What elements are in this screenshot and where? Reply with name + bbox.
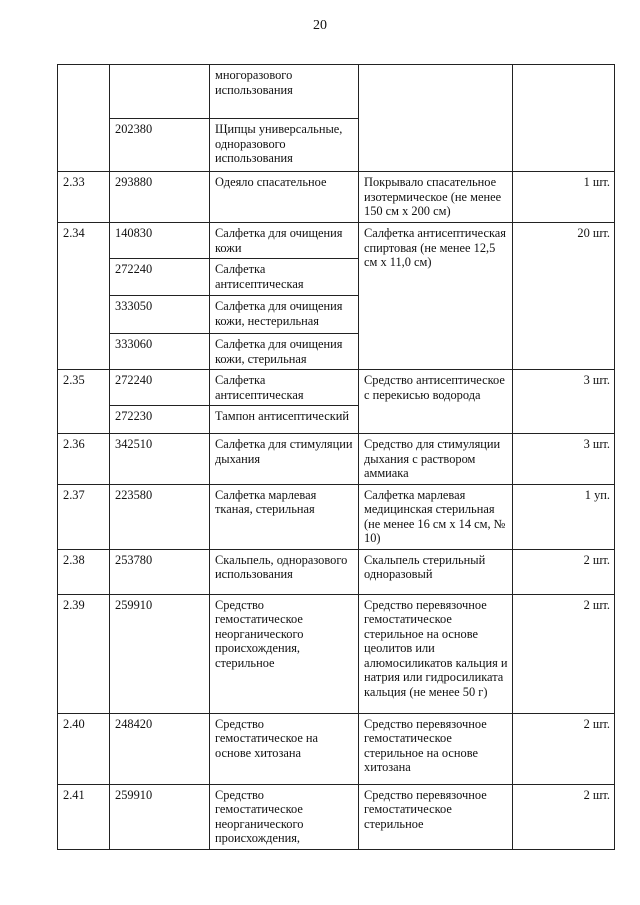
row-number: 2.38 bbox=[58, 549, 110, 594]
quantity: 1 уп. bbox=[513, 484, 615, 549]
item-name: Салфетка для очищения кожи bbox=[210, 223, 359, 259]
quantity: 3 шт. bbox=[513, 434, 615, 485]
table-row bbox=[58, 65, 615, 119]
item-code: 333050 bbox=[110, 296, 210, 334]
item-name: Одеяло спасательное bbox=[210, 172, 359, 223]
item-name: Салфетка антисептическая bbox=[210, 259, 359, 296]
row-number bbox=[58, 65, 110, 172]
item-name: Средство гемостатическое на основе хитозана bbox=[210, 713, 359, 784]
item-name: Салфетка марлевая тканая, стерильная bbox=[210, 484, 359, 549]
quantity: 1 шт. bbox=[513, 172, 615, 223]
item-code bbox=[110, 65, 210, 119]
equivalent-description bbox=[359, 65, 513, 172]
quantity: 2 шт. bbox=[513, 594, 615, 713]
equivalent-description: Средство перевязочное гемостатическое стерильное на основе цеолитов или алюмосиликатов кальция и натрия или гидросиликата кальция (не менее 50 г) bbox=[359, 594, 513, 713]
equivalent-description: Средство перевязочное гемостатическое стерильное на основе хитозана bbox=[359, 713, 513, 784]
table-row bbox=[58, 370, 615, 406]
row-number: 2.40 bbox=[58, 713, 110, 784]
quantity: 2 шт. bbox=[513, 784, 615, 849]
table-row bbox=[58, 223, 615, 259]
row-number: 2.34 bbox=[58, 223, 110, 370]
quantity bbox=[513, 65, 615, 172]
item-code: 293880 bbox=[110, 172, 210, 223]
item-code: 272240 bbox=[110, 370, 210, 406]
row-number: 2.35 bbox=[58, 370, 110, 434]
table-row bbox=[58, 484, 615, 549]
item-name: Тампон антисептический bbox=[210, 406, 359, 434]
table-row bbox=[58, 594, 615, 713]
equivalent-description: Покрывало спасательное изотермическое (не менее 150 см х 200 см) bbox=[359, 172, 513, 223]
table-row bbox=[58, 549, 615, 594]
item-name: Салфетка для очищения кожи, стерильная bbox=[210, 334, 359, 370]
page-number: 20 bbox=[313, 18, 327, 33]
item-code: 333060 bbox=[110, 334, 210, 370]
equivalent-description: Салфетка антисептическая спиртовая (не менее 12,5 см х 11,0 см) bbox=[359, 223, 513, 370]
item-name: Средство гемостатическое неорганического происхождения, стерильное bbox=[210, 594, 359, 713]
item-code: 272240 bbox=[110, 259, 210, 296]
quantity: 2 шт. bbox=[513, 549, 615, 594]
table-row bbox=[58, 713, 615, 784]
table-body bbox=[58, 65, 615, 850]
row-number: 2.39 bbox=[58, 594, 110, 713]
equivalent-description: Салфетка марлевая медицинская стерильная (не менее 16 см х 14 см, № 10) bbox=[359, 484, 513, 549]
item-code: 202380 bbox=[110, 119, 210, 172]
item-name: Салфетка для очищения кожи, нестерильная bbox=[210, 296, 359, 334]
item-code: 342510 bbox=[110, 434, 210, 485]
table-row bbox=[58, 784, 615, 849]
table-row bbox=[58, 434, 615, 485]
quantity: 2 шт. bbox=[513, 713, 615, 784]
row-number: 2.36 bbox=[58, 434, 110, 485]
item-code: 259910 bbox=[110, 594, 210, 713]
table-row bbox=[58, 172, 615, 223]
item-code: 248420 bbox=[110, 713, 210, 784]
item-name: Щипцы универсальные, одноразового использования bbox=[210, 119, 359, 172]
equivalent-description: Скальпель стерильный одноразовый bbox=[359, 549, 513, 594]
item-code: 140830 bbox=[110, 223, 210, 259]
equivalent-description: Средство для стимуляции дыхания с раствором аммиака bbox=[359, 434, 513, 485]
item-code: 272230 bbox=[110, 406, 210, 434]
quantity: 3 шт. bbox=[513, 370, 615, 434]
quantity: 20 шт. bbox=[513, 223, 615, 370]
item-code: 223580 bbox=[110, 484, 210, 549]
item-code: 253780 bbox=[110, 549, 210, 594]
item-name: Салфетка для стимуляции дыхания bbox=[210, 434, 359, 485]
row-number: 2.37 bbox=[58, 484, 110, 549]
row-number: 2.41 bbox=[58, 784, 110, 849]
equipment-table bbox=[57, 64, 615, 850]
row-number: 2.33 bbox=[58, 172, 110, 223]
item-code: 259910 bbox=[110, 784, 210, 849]
item-name: Скальпель, одноразового использования bbox=[210, 549, 359, 594]
item-name: Салфетка антисептическая bbox=[210, 370, 359, 406]
item-name: многоразового использования bbox=[210, 65, 359, 119]
equivalent-description: Средство перевязочное гемостатическое стерильное bbox=[359, 784, 513, 849]
equivalent-description: Средство антисептическое с перекисью водорода bbox=[359, 370, 513, 434]
item-name: Средство гемостатическое неорганического происхождения, bbox=[210, 784, 359, 849]
